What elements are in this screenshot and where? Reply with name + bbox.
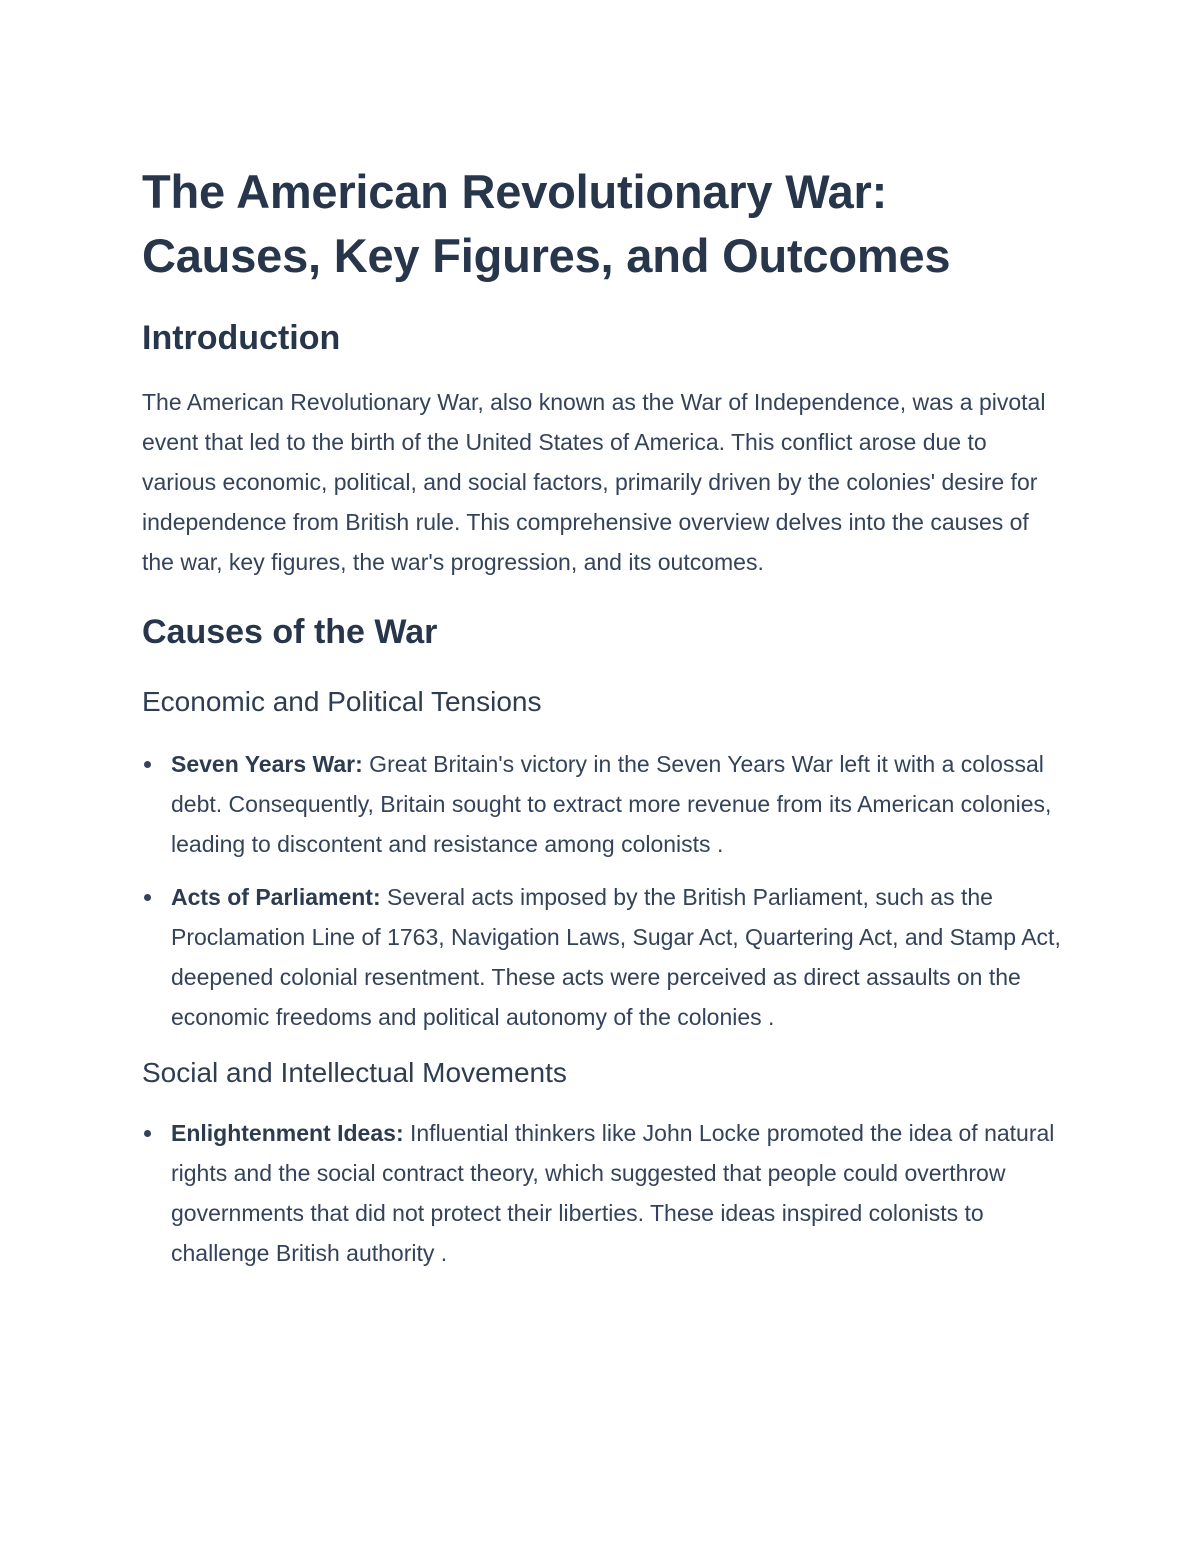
causes-heading: Causes of the War: [142, 613, 438, 651]
introduction-heading: Introduction: [142, 319, 341, 357]
list-item-separator: :: [355, 751, 363, 777]
social-intellectual-heading: Social and Intellectual Movements: [142, 1057, 567, 1088]
bullet-icon: [144, 894, 151, 901]
bullet-icon: [144, 761, 151, 768]
list-item-text: Influential thinkers like John Locke promoted the idea of natural rights and the social contract theory, which suggested that people could overthrow governments that did not protect their liberties. These ideas inspired colonists to challenge British authority .: [171, 1120, 1055, 1266]
document-title-line-2: Causes, Key Figures, and Outcomes: [142, 229, 951, 282]
list-item: [142, 744, 1062, 864]
bullet-icon: [144, 1130, 151, 1137]
introduction-paragraph: The American Revolutionary War, also known as the War of Independence, was a pivotal event that led to the birth of the United States of America. This conflict arose due to various economic, political, and social factors, primarily driven by the colonies' desire for independence from British rule. This comprehensive overview delves into the causes of the war, key figures, the war's progression, and its outcomes.: [142, 389, 1046, 575]
list-item-term: Seven Years War: [171, 751, 356, 777]
list-item-separator: :: [395, 1120, 404, 1146]
list-item: [142, 877, 1062, 1037]
economic-political-heading: Economic and Political Tensions: [142, 686, 542, 717]
list-item-term: Acts of Parliament: [171, 884, 373, 910]
document-title-line-1: The American Revolutionary War:: [142, 165, 888, 218]
list-item-text: Great Britain's victory in the Seven Years War left it with a colossal debt. Consequently, Britain sought to extract more revenue from its American colonies, leading to discontent and resistance among colonists .: [171, 751, 1052, 857]
document-title: [142, 160, 1062, 288]
social-intellectual-list: [142, 1113, 1062, 1273]
economic-political-list: [142, 744, 1062, 1037]
list-item-text: Several acts imposed by the British Parliament, such as the Proclamation Line of 1763, Navigation Laws, Sugar Act, Quartering Act, and Stamp Act, deepened colonial resentment. These acts were perceived as direct assaults on the economic freedoms and political autonomy of the colonies .: [171, 884, 1061, 1030]
list-item-term: Enlightenment Ideas: [171, 1120, 396, 1146]
list-item: [142, 1113, 1062, 1273]
document-page: [142, 160, 1062, 1273]
list-item-separator: :: [372, 884, 381, 910]
